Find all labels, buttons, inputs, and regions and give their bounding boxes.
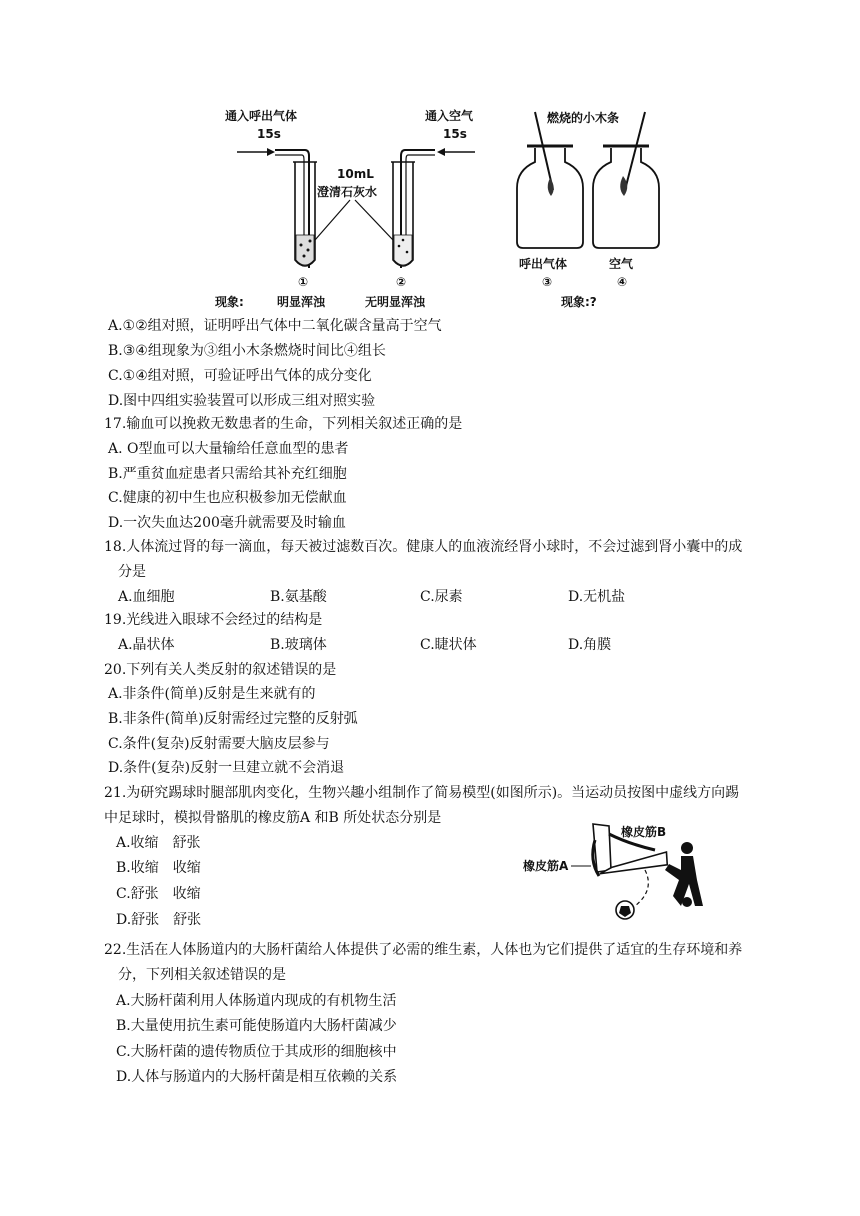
q20-option-c: C.条件(复杂)反射需要大脑皮层参与 (108, 736, 330, 752)
num-1: ① (298, 275, 309, 289)
phen-2: 无明显浑浊 (365, 295, 426, 309)
jar-3 (517, 148, 583, 248)
q17-option-a: A. O型血可以大量输给任意血型的患者 (108, 441, 349, 457)
player-head (681, 842, 693, 854)
q19-stem: 19.光线进入眼球不会经过的结构是 (104, 612, 323, 628)
jar-exhaled-label: 呼出气体 (519, 257, 568, 271)
time-right: 15s (443, 127, 467, 141)
q21-stem: 21.为研究踢球时腿部肌肉变化，生物兴趣小组制作了简易模型(如图所示)。当运动员按图中虚线方向踢 (104, 785, 740, 801)
stick-4 (625, 112, 645, 190)
flame-3 (548, 178, 554, 196)
q18-option-b: B.氨基酸 (270, 589, 327, 605)
q22-stem: 22.生活在人体肠道内的大肠杆菌给人体提供了必需的维生素，人体也为它们提供了适宜的生存环境和养 (104, 942, 743, 958)
q16-option-a: A.①②组对照，证明呼出气体中二氧化碳含量高于空气 (108, 318, 442, 334)
time-left: 15s (257, 127, 281, 141)
q20-option-b: B.非条件(简单)反射需经过完整的反射弧 (108, 711, 358, 727)
q17-option-c: C.健康的初中生也应积极参加无偿献血 (108, 490, 347, 506)
label-exhaled-in: 通入呼出气体 (225, 109, 298, 123)
phen-34: 现象:? (561, 295, 597, 309)
q17-option-d: D.一次失血达200毫升就需要及时输血 (108, 515, 346, 531)
q19-option-b: B.玻璃体 (270, 637, 327, 653)
q16-option-b: B.③④组现象为③组小木条燃烧时间比④组长 (108, 343, 386, 359)
q18-stem: 18.人体流过肾的每一滴血，每天被过滤数百次。健康人的血液流经肾小球时，不会过滤到肾小囊中的成 (104, 539, 743, 555)
q18-option-c: C.尿素 (420, 589, 463, 605)
label-air-in: 通入空气 (425, 109, 474, 123)
thigh-segment (593, 824, 611, 872)
lime-name: 澄清石灰水 (317, 185, 378, 199)
num-2: ② (396, 275, 407, 289)
q22-option-c: C.大肠杆菌的遗传物质位于其成形的细胞核中 (116, 1044, 397, 1060)
experiment-figure (205, 100, 795, 315)
q22-option-d: D.人体与肠道内的大肠杆菌是相互依赖的关系 (116, 1069, 398, 1085)
label-band-b: 橡皮筋B (621, 825, 667, 839)
num-3: ③ (542, 275, 553, 289)
q16-option-c: C.①④组对照，可验证呼出气体的成分变化 (108, 368, 372, 384)
q21-option-c: C.舒张 收缩 (116, 886, 201, 902)
jar-4 (593, 148, 659, 248)
phen-1: 明显浑浊 (277, 295, 326, 309)
arrow-right-head (437, 148, 445, 156)
phen-label: 现象: (215, 295, 244, 309)
q17-option-b: B.严重贫血症患者只需给其补充红细胞 (108, 466, 347, 482)
q19-option-d: D.角膜 (568, 637, 612, 653)
label-band-a: 橡皮筋A (523, 859, 569, 873)
jar-air-label: 空气 (609, 257, 634, 271)
num-4: ④ (617, 275, 628, 289)
leg-model-figure (505, 810, 705, 928)
q18-stem-cont: 分是 (118, 564, 146, 580)
arrow-left-head (267, 148, 275, 156)
q20-stem: 20.下列有关人类反射的叙述错误的是 (104, 662, 337, 678)
q18-option-a: A.血细胞 (118, 589, 175, 605)
q16-option-d: D.图中四组实验装置可以形成三组对照实验 (108, 393, 376, 409)
q21-stem-cont: 中足球时，模拟骨骼肌的橡皮筋A 和B 所处状态分别是 (104, 810, 442, 826)
q21-option-b: B.收缩 收缩 (116, 860, 201, 876)
q17-stem: 17.输血可以挽救无数患者的生命，下列相关叙述正确的是 (104, 416, 463, 432)
lime-volume: 10mL (337, 167, 374, 181)
q20-option-a: A.非条件(简单)反射是生来就有的 (108, 686, 316, 702)
q18-option-d: D.无机盐 (568, 589, 626, 605)
q19-option-a: A.晶状体 (118, 637, 175, 653)
q20-option-d: D.条件(复杂)反射一旦建立就不会消退 (108, 760, 345, 776)
q19-option-c: C.睫状体 (420, 637, 477, 653)
q22-option-b: B.大量使用抗生素可能使肠道内大肠杆菌减少 (116, 1018, 397, 1034)
burning-stick-label: 燃烧的小木条 (547, 111, 620, 125)
q21-option-a: A.收缩 舒张 (116, 835, 201, 851)
q22-option-a: A.大肠杆菌利用人体肠道内现成的有机物生活 (116, 993, 397, 1009)
q21-option-d: D.舒张 舒张 (116, 912, 202, 928)
q22-stem-cont: 分，下列相关叙述错误的是 (118, 967, 286, 983)
flame-4 (620, 176, 627, 196)
kick-path (635, 870, 648, 906)
lime-water-1 (296, 235, 314, 265)
